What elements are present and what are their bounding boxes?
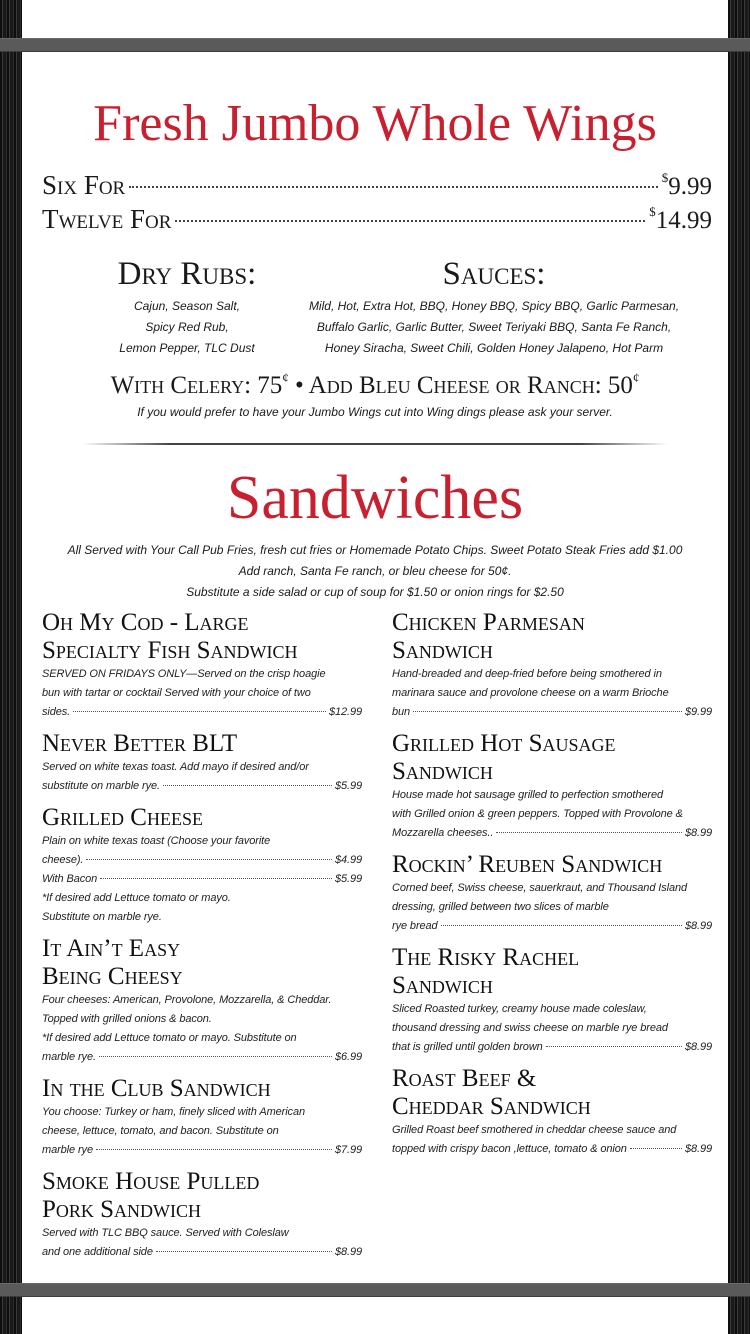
description-line: Grilled Roast beef smothered in cheddar cheese sauce and xyxy=(392,1124,677,1136)
price-line-text: sides. xyxy=(42,706,71,718)
price-line xyxy=(42,1048,362,1067)
menu-item xyxy=(42,1168,362,1262)
menu-item-title: Sandwich xyxy=(392,637,493,664)
menu-item-description xyxy=(42,991,362,1067)
description-line: House made hot sausage grilled to perfection smothered xyxy=(392,789,663,801)
dot-leader xyxy=(441,925,682,926)
price-line xyxy=(42,1141,362,1160)
dot-leader xyxy=(413,711,682,712)
menu-item xyxy=(42,804,362,927)
dot-leader xyxy=(129,186,658,188)
list-item: Buffalo Garlic, Garlic Butter, Sweet Teriyaki BBQ, Santa Fe Ranch, xyxy=(316,320,672,334)
price-line-text: topped with crispy bacon ,lettuce, tomato & onion xyxy=(392,1143,627,1155)
price-line-text: cheese). xyxy=(42,854,84,866)
wood-frame-right xyxy=(728,0,750,1334)
price-line xyxy=(392,703,712,722)
note-line: All Served with Your Call Pub Fries, fresh cut fries or Homemade Potato Chips. Sweet Potato Steak Fries add $1.00 xyxy=(67,543,683,557)
price-line xyxy=(42,777,362,796)
dot-leader xyxy=(163,785,332,786)
price-line-text: and one additional side xyxy=(42,1246,153,1258)
menu-item-description xyxy=(392,1121,712,1159)
menu-item-description xyxy=(42,1103,362,1160)
price-line xyxy=(42,870,362,889)
list-item: Lemon Pepper, TLC Dust xyxy=(119,341,255,355)
description-line: Four cheeses: American, Provolone, Mozzarella, & Cheddar. xyxy=(42,994,332,1006)
menu-item-title: It Ain’t Easy xyxy=(42,935,181,962)
menu-item xyxy=(392,609,712,722)
menu-item xyxy=(42,609,362,722)
menu-item-price: $8.99 xyxy=(334,1246,362,1258)
wings-price-value: $14.99 xyxy=(649,204,712,234)
menu-item xyxy=(392,1065,712,1159)
list-item: Honey Siracha, Sweet Chili, Golden Honey Jalapeno, Hot Parm xyxy=(324,341,664,355)
dot-leader xyxy=(73,711,326,712)
menu-item-price: $8.99 xyxy=(684,827,712,839)
price-line-text: rye bread xyxy=(392,920,438,932)
description-line: SERVED ON FRIDAYS ONLY—Served on the crisp hoagie xyxy=(42,668,326,680)
menu-item xyxy=(392,944,712,1057)
menu-page[interactable] xyxy=(22,52,728,1283)
menu-item-title: The Risky Rachel xyxy=(392,944,580,971)
list-item: Spicy Red Rub, xyxy=(145,320,229,334)
menu-item-price: $8.99 xyxy=(684,1143,712,1155)
dot-leader xyxy=(630,1148,682,1149)
menu-item-title: Specialty Fish Sandwich xyxy=(42,637,298,664)
menu-item-title: Smoke House Pulled xyxy=(42,1168,260,1195)
page-divider-bar-bottom xyxy=(0,1283,750,1297)
dot-leader xyxy=(546,1046,682,1047)
menu-item-title: Chicken Parmesan xyxy=(392,609,585,636)
menu-item-title: Sandwich xyxy=(392,758,493,785)
dot-leader xyxy=(156,1251,332,1252)
dot-leader xyxy=(496,832,682,833)
price-line-text: marble rye xyxy=(42,1144,93,1156)
menu-item-description xyxy=(42,665,362,722)
dot-leader xyxy=(175,220,645,222)
menu-item-price: $7.99 xyxy=(334,1144,362,1156)
page-divider-bar-top xyxy=(0,38,750,52)
description-line: dressing, grilled between two slices of marble xyxy=(392,901,609,913)
menu-item-price: $5.99 xyxy=(334,873,362,885)
wing-dings-note: If you would prefer to have your Jumbo Wings cut into Wing dings please ask your server. xyxy=(137,405,613,419)
dot-leader xyxy=(86,859,332,860)
wings-price-six xyxy=(42,170,712,201)
note-line: Substitute a side salad or cup of soup for $1.50 or onion rings for $2.50 xyxy=(186,585,564,599)
price-line-text: that is grilled until golden brown xyxy=(392,1041,543,1053)
description-line: Topped with grilled onions & bacon. xyxy=(42,1013,212,1025)
description-line: bun with tartar or cocktail Served with your choice of two xyxy=(42,687,311,699)
celery-addon-line: With Celery: 75¢ • Add Bleu Cheese or Ranch: 50¢ xyxy=(110,370,640,399)
list-item: Cajun, Season Salt, xyxy=(133,299,241,313)
next-page-edge xyxy=(22,1297,728,1334)
menu-item xyxy=(392,730,712,843)
menu-item-price: $12.99 xyxy=(328,706,362,718)
sauces-list xyxy=(292,296,696,359)
menu-item-title: Pork Sandwich xyxy=(42,1196,202,1223)
wings-price-label: Twelve For xyxy=(42,204,172,234)
menu-item-price: $9.99 xyxy=(684,706,712,718)
menu-item xyxy=(42,935,362,1067)
wings-price-twelve xyxy=(42,204,712,235)
menu-item-title: Grilled Cheese xyxy=(42,804,203,831)
menu-item xyxy=(42,1075,362,1160)
menu-item-title: Sandwich xyxy=(392,972,493,999)
menu-item xyxy=(42,730,362,796)
sandwiches-column-left xyxy=(42,609,362,1270)
price-line-text: bun xyxy=(392,706,411,718)
price-line-text: With Bacon xyxy=(42,873,98,885)
menu-item-price: $8.99 xyxy=(684,920,712,932)
menu-item-title: In the Club Sandwich xyxy=(42,1075,271,1102)
dot-leader xyxy=(99,1056,332,1057)
previous-page-edge xyxy=(22,0,728,38)
description-line: cheese, lettuce, tomato, and bacon. Substitute on xyxy=(42,1125,279,1137)
menu-item xyxy=(392,851,712,936)
menu-item-description xyxy=(392,665,712,722)
wings-price-value: $9.99 xyxy=(661,170,712,200)
dot-leader xyxy=(100,878,332,879)
dot-leader xyxy=(96,1149,332,1150)
note-line: Add ranch, Santa Fe ranch, or bleu cheese for 50¢. xyxy=(238,564,512,578)
menu-item-description xyxy=(392,1000,712,1057)
menu-item-title: Rockin’ Reuben Sandwich xyxy=(392,851,663,878)
menu-item-title: Roast Beef & xyxy=(392,1065,537,1092)
menu-item-description xyxy=(392,786,712,843)
wings-price-label: Six For xyxy=(42,170,126,200)
description-line: Served with TLC BBQ sauce. Served with Coleslaw xyxy=(42,1227,289,1239)
sandwiches-column-right xyxy=(392,609,712,1167)
sandwiches-notes xyxy=(22,540,728,603)
price-line xyxy=(42,851,362,870)
menu-item-title: Being Cheesy xyxy=(42,963,183,990)
description-line: Plain on white texas toast (Choose your favorite xyxy=(42,835,271,847)
menu-item-description xyxy=(42,832,362,927)
sauces-title: Sauces: xyxy=(442,256,546,292)
menu-item-price: $5.99 xyxy=(334,780,362,792)
section-divider xyxy=(82,443,668,445)
menu-item-price: $8.99 xyxy=(684,1041,712,1053)
price-line-text: Mozzarella cheeses.. xyxy=(392,827,494,839)
dry-rubs-title: Dry Rubs: xyxy=(117,256,257,292)
price-line xyxy=(392,824,712,843)
price-line xyxy=(42,703,362,722)
menu-item-description xyxy=(392,879,712,936)
description-line: with Grilled onion & green peppers. Topped with Provolone & xyxy=(392,808,683,820)
description-line: You choose: Turkey or ham, finely sliced with American xyxy=(42,1106,305,1118)
sandwiches-section-title: Sandwiches xyxy=(226,464,524,532)
menu-item-title: Cheddar Sandwich xyxy=(392,1093,591,1120)
wings-section-title: Fresh Jumbo Whole Wings xyxy=(93,95,657,152)
menu-item-price: $6.99 xyxy=(334,1051,362,1063)
menu-item-description xyxy=(42,758,362,796)
description-line: Substitute on marble rye. xyxy=(42,911,162,923)
description-line: Hand-breaded and deep-fried before being smothered in xyxy=(392,668,662,680)
description-line: Served on white texas toast. Add mayo if desired and/or xyxy=(42,761,309,773)
price-line-text: marble rye. xyxy=(42,1051,96,1063)
description-line: Sliced Roasted turkey, creamy house made coleslaw, xyxy=(392,1003,647,1015)
menu-item-title: Grilled Hot Sausage xyxy=(392,730,616,757)
menu-item-price: $4.99 xyxy=(334,854,362,866)
dry-rubs-list xyxy=(92,296,282,359)
description-line: thousand dressing and swiss cheese on marble rye bread xyxy=(392,1022,668,1034)
description-line: *If desired add Lettuce tomato or mayo. Substitute on xyxy=(42,1032,297,1044)
price-line xyxy=(392,1038,712,1057)
wood-frame-left xyxy=(0,0,22,1334)
description-line: marinara sauce and provolone cheese on a warm Brioche xyxy=(392,687,669,699)
list-item: Mild, Hot, Extra Hot, BBQ, Honey BBQ, Spicy BBQ, Garlic Parmesan, xyxy=(308,299,680,313)
price-line xyxy=(392,1140,712,1159)
price-line xyxy=(392,917,712,936)
description-line: *If desired add Lettuce tomato or mayo. xyxy=(42,892,231,904)
description-line: Corned beef, Swiss cheese, sauerkraut, and Thousand Island xyxy=(392,882,688,894)
price-line-text: substitute on marble rye. xyxy=(42,780,160,792)
menu-item-title: Oh My Cod - Large xyxy=(42,609,249,636)
menu-item-description xyxy=(42,1224,362,1262)
menu-item-title: Never Better BLT xyxy=(42,730,238,757)
price-line xyxy=(42,1243,362,1262)
